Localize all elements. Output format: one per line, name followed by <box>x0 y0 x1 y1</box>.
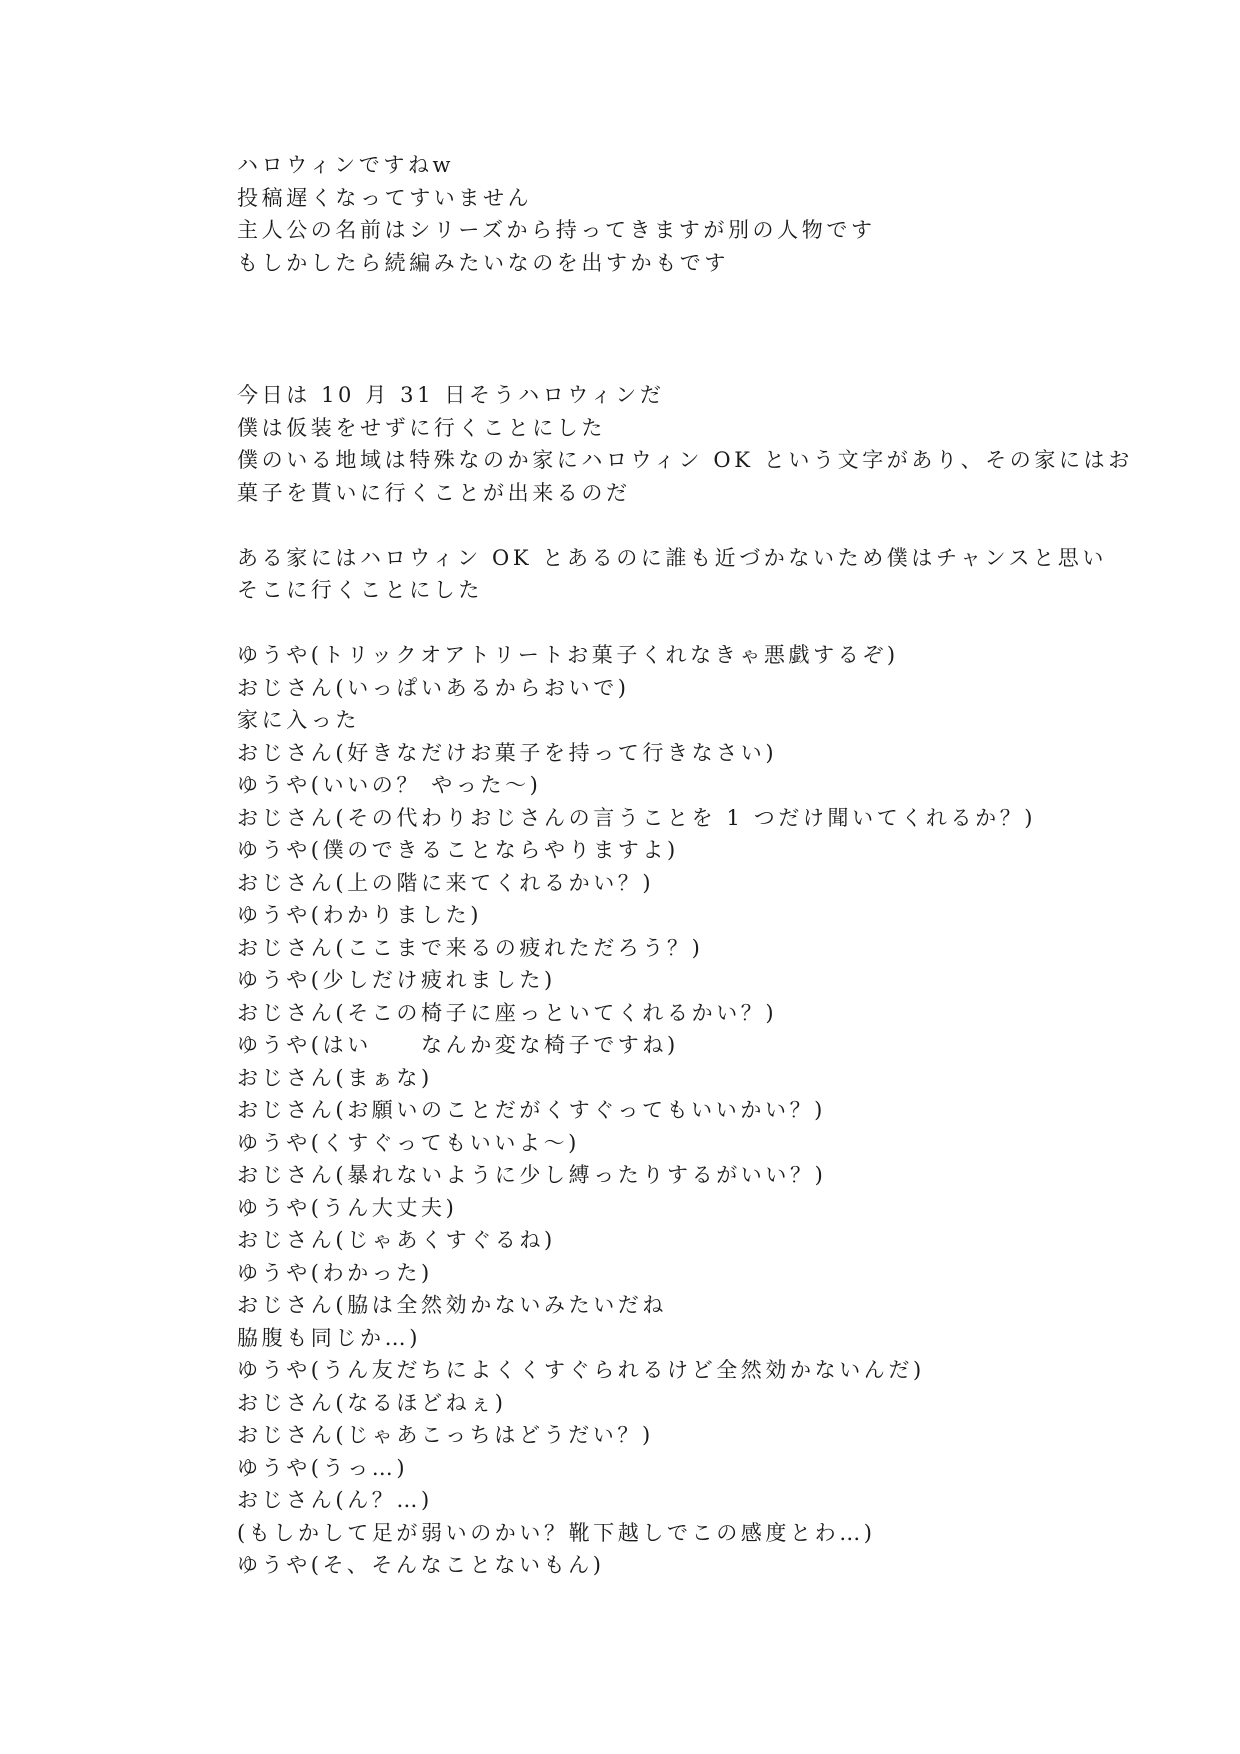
dialogue-line: ゆうや(わかった) <box>237 1260 433 1285</box>
narration-line: 菓子を貰いに行くことが出来るのだ <box>237 480 631 505</box>
dialogue-line: ゆうや(うっ…) <box>237 1455 409 1480</box>
dialogue-line: おじさん(その代わりおじさんの言うことを 1 つだけ聞いてくれるか？) <box>237 805 1037 830</box>
dialogue-line: おじさん(ん？…) <box>237 1488 433 1512</box>
dialogue-line: ゆうや(少しだけ疲れました) <box>237 968 556 992</box>
dialogue-line: おじさん(脇は全然効かないみたいだね <box>237 1293 667 1317</box>
dialogue-line: おじさん(好きなだけお菓子を持って行きなさい) <box>237 740 778 765</box>
dialogue-section <box>237 639 1037 1582</box>
dialogue-line: ゆうや(そ、そんなことないもん) <box>237 1553 605 1577</box>
narration-line: ある家にはハロウィン OK とあるのに誰も近づかないため僕はチャンスと思い <box>237 545 1107 570</box>
narration-line: 今日は 10 月 31 日そうハロウィンだ <box>237 383 665 407</box>
preface-line: もしかしたら続編みたいなのを出すかもです <box>237 250 729 275</box>
author-preface <box>237 149 1027 279</box>
story-intro <box>237 379 1133 607</box>
narration-line: そこに行くことにした <box>237 578 483 602</box>
dialogue-line: おじさん(まぁな) <box>237 1065 433 1090</box>
dialogue-line: おじさん(そこの椅子に座っといてくれるかい？) <box>237 1000 778 1025</box>
dialogue-line: ゆうや(くすぐってもいいよ～) <box>237 1130 580 1155</box>
dialogue-line: おじさん(じゃあくすぐるね) <box>237 1228 556 1252</box>
dialogue-line: ゆうや(うん友だちによくくすぐられるけど全然効かないんだ) <box>237 1358 925 1382</box>
dialogue-line: おじさん(いっぱいあるからおいで) <box>237 675 630 700</box>
narration-line: 僕のいる地域は特殊なのか家にハロウィン OK という文字があり、その家にはお <box>237 448 1133 472</box>
paragraph-gap <box>237 509 1027 542</box>
dialogue-line: ゆうや(はい なんか変な椅子ですね) <box>237 1033 679 1057</box>
dialogue-line: ゆうや(いいの？ やった～) <box>237 773 542 797</box>
dialogue-line: ゆうや(うん大丈夫) <box>237 1195 458 1220</box>
dialogue-line: 脇腹も同じか…) <box>237 1325 421 1350</box>
dialogue-line: (もしかして足が弱いのかい？靴下越しでこの感度とわ…) <box>237 1520 876 1545</box>
dialogue-line: ゆうや(トリックオアトリートお菓子くれなきゃ悪戯するぞ) <box>237 643 899 667</box>
preface-line: 主人公の名前はシリーズから持ってきますが別の人物です <box>237 218 876 242</box>
preface-line: ハロウィンですねw <box>237 153 455 177</box>
dialogue-line: 家に入った <box>237 708 360 732</box>
preface-line: 投稿遅くなってすいません <box>237 185 533 210</box>
dialogue-line: おじさん(なるほどねぇ) <box>237 1390 507 1415</box>
dialogue-line: おじさん(じゃあこっちはどうだい？) <box>237 1423 654 1447</box>
dialogue-line: おじさん(暴れないように少し縛ったりするがいい？) <box>237 1163 827 1187</box>
narration-line: 僕は仮装をせずに行くことにした <box>237 415 606 440</box>
dialogue-line: おじさん(ここまで来るの疲れただろう？) <box>237 935 704 960</box>
dialogue-line: ゆうや(僕のできることならやりますよ) <box>237 838 679 862</box>
dialogue-line: ゆうや(わかりました) <box>237 903 482 927</box>
dialogue-line: おじさん(上の階に来てくれるかい？) <box>237 870 655 895</box>
dialogue-line: おじさん(お願いのことだがくすぐってもいいかい？) <box>237 1098 826 1122</box>
